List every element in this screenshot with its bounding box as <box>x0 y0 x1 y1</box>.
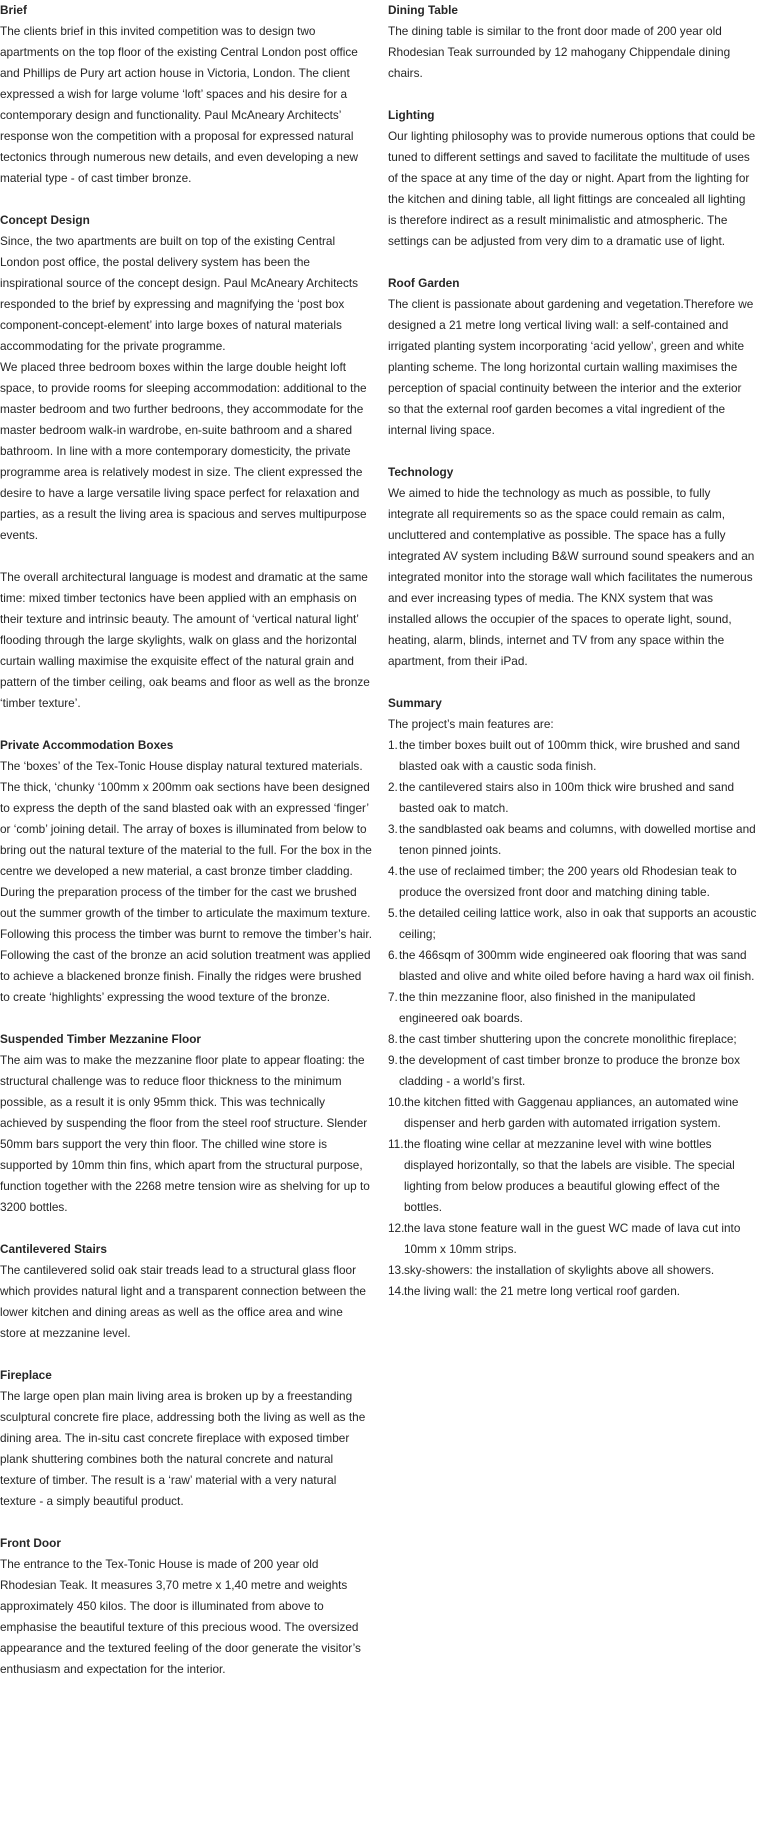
list-item <box>388 1092 757 1134</box>
section-private-accommodation-boxes <box>0 735 372 1008</box>
list-item <box>388 819 757 861</box>
list-item-number: 7. <box>388 990 398 1004</box>
list-item-text: the 466sqm of 300mm wide engineered oak flooring that was sand blasted and olive and white oiled before having a hard wax oil finish. <box>399 948 755 983</box>
list-item <box>388 861 757 903</box>
section-paragraph: The client is passionate about gardening and vegetation.Therefore we designed a 21 metre long vertical living wall: a self-contained and irrigated planting system incorporating ‘acid yellow’, green and white planting scheme. The long horizontal curtain walling maximises the perception of spacial continuity between the interior and the exterior so that the external roof garden becomes a vital ingredient of the internal living space. <box>388 297 754 437</box>
list-item <box>388 1050 757 1092</box>
section-heading-technology: Technology <box>388 465 454 479</box>
list-item-text: the cantilevered stairs also in 100m thick wire brushed and sand basted oak to match. <box>399 780 735 815</box>
list-item-number: 14. <box>388 1284 405 1298</box>
section-heading-mezzanine-floor: Suspended Timber Mezzanine Floor <box>0 1032 202 1046</box>
list-item-text: the cast timber shuttering upon the concrete monolithic fireplace; <box>399 1032 737 1046</box>
section-paragraph: We placed three bedroom boxes within the large double height loft space, to provide rooms for sleeping accommodation: additional to the master bedroom and two further bedroons, they accommodate for the master bedroom walk-in wardrobe, en-suite bathroom and a shared bathroom. In line with a more contemporary domesticity, the private programme area is relatively modest in size. The client expressed the desire to have a large versatile living space perfect for relaxation and parties, as a result the living area is spacious and serves multipurpose events. <box>0 360 367 542</box>
list-item <box>388 1260 757 1281</box>
summary-intro: The project’s main features are: <box>388 717 554 731</box>
section-heading-summary: Summary <box>388 696 442 710</box>
section-brief <box>0 0 372 189</box>
list-item-number: 3. <box>388 822 398 836</box>
section-heading-fireplace: Fireplace <box>0 1368 52 1382</box>
left-column <box>0 0 372 1701</box>
list-item-number: 4. <box>388 864 398 878</box>
section-concept-design <box>0 210 372 546</box>
list-item <box>388 945 757 987</box>
section-paragraph: The large open plan main living area is broken up by a freestanding sculptural concrete fire place, addressing both the living as well as the dining area. The in-situ cast concrete fireplace with exposed timber plank shuttering combines both the natural concrete and natural texture of timber. The result is a ‘raw’ material with a very natural texture - a simply beautiful product. <box>0 1389 366 1508</box>
list-item-text: the floating wine cellar at mezzanine level with wine bottles displayed horizontally, so that the labels are visible. The special lighting from below produces a beautiful glowing effect of the bottles. <box>404 1137 735 1214</box>
section-dining-table <box>388 0 757 84</box>
list-item <box>388 777 757 819</box>
section-heading-lighting: Lighting <box>388 108 435 122</box>
section-summary <box>388 693 757 1302</box>
list-item-number: 6. <box>388 948 398 962</box>
section-paragraph: The entrance to the Tex-Tonic House is made of 200 year old Rhodesian Teak. It measures 3,70 metre x 1,40 metre and weights approximately 450 kilos. The door is illuminated from above to emphasise the beautiful texture of this precious wood. The oversized appearance and the textured feeling of the door generate the visitor’s enthusiasm and expectation for the interior. <box>0 1557 361 1676</box>
section-heading-dining-table: Dining Table <box>388 3 458 17</box>
right-column <box>388 0 757 1323</box>
list-item-text: the timber boxes built out of 100mm thick, wire brushed and sand blasted oak with a caustic soda finish. <box>399 738 740 773</box>
list-item <box>388 1134 757 1218</box>
section-paragraph: We aimed to hide the technology as much as possible, to fully integrate all requirements so as the space could remain as calm, uncluttered and contemplative as possible. The space has a fully integrated AV system including B&W surround sound speakers and an integrated monitor into the storage wall which facilitates the numerous and ever increasing types of media. The KNX system that was installed allows the occupier of the spaces to operate light, sound, heating, alarm, blinds, internet and TV from any space within the apartment, from their iPad. <box>388 486 755 668</box>
list-item <box>388 1218 757 1260</box>
list-item <box>388 735 757 777</box>
list-item-text: the thin mezzanine floor, also finished in the manipulated engineered oak boards. <box>399 990 696 1025</box>
section-paragraph: The aim was to make the mezzanine floor plate to appear floating: the structural challenge was to reduce floor thickness to the minimum possible, as a result it is only 95mm thick. This was technically achieved by suspending the floor from the steel roof structure. Slender 50mm bars support the very thin floor. The chilled wine store is supported by 10mm thin fins, which apart from the structural purpose, function together with the 2268 metre tension wire as shelving for up to 3200 bottles. <box>0 1053 370 1214</box>
section-architectural-language <box>0 567 372 714</box>
section-heading-cantilevered-stairs: Cantilevered Stairs <box>0 1242 107 1256</box>
section-heading-concept-design: Concept Design <box>0 213 90 227</box>
list-item-text: the detailed ceiling lattice work, also in oak that supports an acoustic ceiling; <box>399 906 757 941</box>
section-paragraph: The clients brief in this invited competition was to design two apartments on the top floor of the existing Central London post office and Phillips de Pury art action house in Victoria, London. The client expressed a wish for large volume ‘loft’ spaces and his desire for a contemporary design and functionality. Paul McAneary Architects’ response won the competition with a proposal for expressed natural tectonics through numerous new details, and even developing a new material type - of cast timber bronze. <box>0 24 359 185</box>
list-item-number: 2. <box>388 780 398 794</box>
section-fireplace <box>0 1365 372 1512</box>
section-heading-front-door: Front Door <box>0 1536 61 1550</box>
section-paragraph: Our lighting philosophy was to provide numerous options that could be tuned to different settings and saved to facilitate the multitude of uses of the space at any time of the day or night. Apart from the lighting for the kitchen and dining table, all light fittings are concealed all lighting is therefore indirect as a result minimalistic and atmospheric. The settings can be adjusted from very dim to a dramatic use of light. <box>388 129 756 248</box>
section-front-door <box>0 1533 372 1680</box>
list-item-text: sky-showers: the installation of skylights above all showers. <box>404 1263 715 1277</box>
section-suspended-timber-mezzanine-floor <box>0 1029 372 1218</box>
section-paragraph: The cantilevered solid oak stair treads lead to a structural glass floor which provides natural light and a transparent connection between the lower kitchen and dining areas as well as the office area and wine store at mezzanine level. <box>0 1263 366 1340</box>
list-item-text: the sandblasted oak beams and columns, with dowelled mortise and tenon pinned joints. <box>399 822 756 857</box>
list-item-text: the development of cast timber bronze to produce the bronze box cladding - a world’s first. <box>399 1053 741 1088</box>
section-paragraph: The dining table is similar to the front door made of 200 year old Rhodesian Teak surrounded by 12 mahogany Chippendale dining chairs. <box>388 24 731 80</box>
section-paragraph: The ‘boxes’ of the Tex-Tonic House display natural textured materials. The thick, ‘chunky ‘100mm x 200mm oak sections have been designed to express the depth of the sand blasted oak with an expressed ‘finger’ or ‘comb’ joining detail. The array of boxes is illuminated from below to bring out the natural texture of the material to the full. For the box in the centre we developed a new material, a cast bronze timber cladding. During the preparation process of the timber for the cast we brushed out the summer growth of the timber to articulate the maximum texture. Following this process the timber was burnt to remove the timber’s hair. Following the cast of the bronze an acid solution treatment was applied to achieve a blackened bronze finish. Finally the ridges were brushed to create ‘highlights’ expressing the wood texture of the bronze. <box>0 759 372 1004</box>
list-item <box>388 1281 757 1302</box>
feature-list <box>388 735 757 1302</box>
list-item <box>388 987 757 1029</box>
section-heading-roof-garden: Roof Garden <box>388 276 460 290</box>
list-item-number: 9. <box>388 1053 398 1067</box>
list-item-text: the use of reclaimed timber; the 200 years old Rhodesian teak to produce the oversized front door and matching dining table. <box>399 864 737 899</box>
list-item-number: 13. <box>388 1263 405 1277</box>
list-item-number: 12. <box>388 1221 405 1235</box>
list-item-number: 11. <box>388 1137 404 1151</box>
section-cantilevered-stairs <box>0 1239 372 1344</box>
list-item-number: 5. <box>388 906 398 920</box>
section-heading-private-accommodation-boxes: Private Accommodation Boxes <box>0 738 174 752</box>
list-item-number: 1. <box>388 738 398 752</box>
list-item-number: 10. <box>388 1095 405 1109</box>
section-heading-brief: Brief <box>0 3 27 17</box>
section-paragraph: The overall architectural language is modest and dramatic at the same time: mixed timber tectonics have been applied with an emphasis on their texture and intrinsic beauty. The amount of ‘vertical natural light’ flooding through the large skylights, walk on glass and the horizontal curtain walling maximise the exquisite effect of the natural grain and pattern of the timber ceiling, oak beams and floor as well as the bronze ‘timber texture’. <box>0 570 370 710</box>
list-item-number: 8. <box>388 1032 398 1046</box>
list-item-text: the lava stone feature wall in the guest WC made of lava cut into 10mm x 10mm strips. <box>404 1221 741 1256</box>
section-lighting <box>388 105 757 252</box>
list-item <box>388 903 757 945</box>
section-roof-garden <box>388 273 757 441</box>
section-paragraph: Since, the two apartments are built on top of the existing Central London post office, the postal delivery system has been the inspirational source of the concept design. Paul McAneary Architects responded to the brief by expressing and magnifying the ‘post box component-concept-element’ into large boxes of natural materials accommodating for the private programme. <box>0 234 359 353</box>
list-item <box>388 1029 757 1050</box>
list-item-text: the kitchen fitted with Gaggenau appliances, an automated wine dispenser and herb garden with automated irrigation system. <box>404 1095 739 1130</box>
section-technology <box>388 462 757 672</box>
list-item-text: the living wall: the 21 metre long vertical roof garden. <box>404 1284 681 1298</box>
